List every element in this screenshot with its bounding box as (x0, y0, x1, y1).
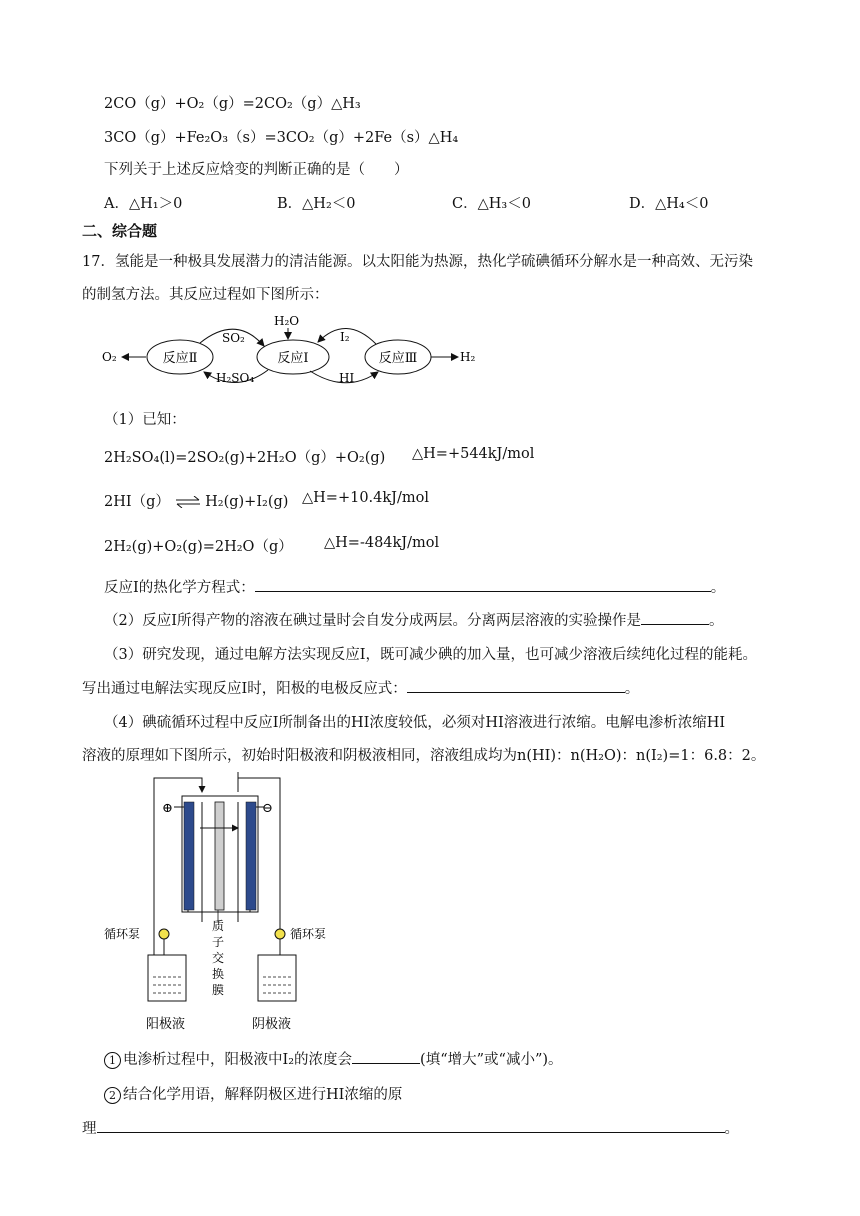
plus-terminal-icon: ⊕ (162, 801, 173, 816)
option-c: C．△H₃＜0 (452, 196, 531, 212)
part-2-question-text: （2）反应Ⅰ所得产物的溶液在碘过量时会自发分成两层。分离两层溶液的实验操作是 (104, 613, 641, 629)
answer-blank-5[interactable] (97, 1118, 725, 1133)
left-pump-icon (159, 929, 169, 939)
membrane-label-3: 交 (212, 951, 225, 965)
end-mark: 。 (708, 613, 724, 629)
membrane-label-5: 膜 (212, 983, 225, 997)
circled-number-2: 2 (104, 1087, 121, 1104)
question-17-intro-line1: 17．氢能是一种极具发展潜力的清洁能源。以太阳能为热源，热化学硫碘循环分解水是一种高效、无污染 (82, 254, 753, 270)
electrodialysis-cell-diagram (98, 772, 350, 1034)
part-1-known: （1）已知： (104, 412, 186, 428)
part-1-question (104, 576, 725, 597)
answer-blank-3[interactable] (407, 678, 625, 693)
h2o-label: H₂O (274, 314, 300, 328)
h2-label: H₂ (460, 350, 476, 364)
part-4-line1: （4）碘硫循环过程中反应Ⅰ所制备出的HI浓度较低，必须对HI溶液进行浓缩。电解电渗析浓缩HI (104, 715, 726, 731)
sub-question-2 (104, 1083, 402, 1104)
reaction-2-label: 反应Ⅱ (162, 351, 198, 366)
h2so4-label: H₂SO₄ (216, 371, 255, 385)
equation-2-left: 2HI（g） (104, 494, 170, 510)
equation-3-dh: △H=-484kJ/mol (324, 535, 440, 551)
answer-blank-4[interactable] (352, 1049, 420, 1064)
part-3-line1: （3）研究发现，通过电解方法实现反应Ⅰ，既可减少碘的加入量，也可减少溶液后续纯化过程的能耗。 (104, 647, 757, 663)
question-17-intro-line2: 的制氢方法。其反应过程如下图所示： (82, 287, 329, 303)
cathode-plate (246, 802, 256, 910)
part-3-line2 (82, 677, 639, 698)
i2-label: I₂ (340, 330, 350, 344)
option-d: D．△H₄＜0 (629, 196, 709, 212)
part-3-question-text: 写出通过电解法实现反应Ⅰ时，阳极的电极反应式： (82, 681, 407, 697)
right-pump-label: 循环泵 (290, 927, 327, 941)
membrane-label-1: 质 (212, 919, 225, 933)
hi-label: HI (339, 371, 355, 385)
sub-question-1-text: 电渗析过程中，阳极液中I₂的浓度会 (123, 1052, 353, 1068)
anolyte-label: 阳极液 (146, 1017, 186, 1032)
section-title: 二、综合题 (82, 222, 158, 240)
reaction-3-label: 反应Ⅲ (378, 351, 418, 366)
equation-co-fe2o3: 3CO（g）+Fe₂O₃（s）=3CO₂（g）+2Fe（s）△H₄ (104, 130, 459, 146)
catholyte-label: 阴极液 (252, 1017, 292, 1032)
equation-2 (104, 490, 288, 511)
so2-label: SO₂ (222, 331, 245, 345)
part-4-line2: 溶液的原理如下图所示，初始时阳极液和阴极液相同，溶液组成均为n(HI)：n(H₂O)：n(I₂)=1：6.8：2。 (82, 748, 766, 764)
equation-2-dh: △H=+10.4kJ/mol (302, 490, 429, 506)
catholyte-tank (258, 955, 296, 1001)
left-pump-label: 循环泵 (104, 927, 141, 941)
equation-co-o2: 2CO（g）+O₂（g）=2CO₂（g）△H₃ (104, 96, 361, 112)
sub-question-2-cont (82, 1117, 739, 1138)
part-2-question (104, 609, 723, 630)
minus-terminal-icon: ⊖ (262, 801, 273, 816)
equation-3: 2H₂(g)+O₂(g)=2H₂O（g） (104, 539, 293, 555)
o2-label: O₂ (102, 350, 117, 364)
option-a: A．△H₁＞0 (104, 196, 183, 212)
end-mark: 。 (624, 681, 640, 697)
answer-blank-2[interactable] (641, 610, 709, 625)
question-16-stem: 下列关于上述反应焓变的判断正确的是（ ） (104, 162, 409, 178)
reaction-cycle-diagram (96, 312, 486, 392)
end-mark: 。 (710, 580, 726, 596)
membrane-label-2: 子 (212, 935, 225, 949)
equation-2-right: H₂(g)+I₂(g) (205, 494, 289, 510)
equation-1: 2H₂SO₄(l)=2SO₂(g)+2H₂O（g）+O₂(g) (104, 450, 386, 466)
anolyte-tank (148, 955, 186, 1001)
proton-exchange-membrane (215, 802, 224, 910)
sub-question-1-tail: (填“增大”或“减小”)。 (420, 1052, 563, 1068)
circled-number-1: 1 (104, 1052, 121, 1069)
anode-plate (184, 802, 194, 910)
reaction-1-label: 反应Ⅰ (277, 351, 309, 366)
sub-question-2-text: 结合化学用语，解释阴极区进行HI浓缩的原 (123, 1087, 403, 1103)
end-mark: 。 (724, 1121, 739, 1137)
membrane-label-4: 换 (212, 967, 225, 981)
right-pump-icon (275, 929, 285, 939)
equation-1-dh: △H=+544kJ/mol (412, 446, 535, 462)
sub-question-1 (104, 1048, 563, 1069)
sub-question-2-cont-text: 理 (82, 1121, 97, 1137)
answer-blank-1[interactable] (255, 577, 711, 592)
option-b: B．△H₂＜0 (277, 196, 356, 212)
part-1-question-text: 反应Ⅰ的热化学方程式： (104, 580, 255, 596)
equilibrium-arrow-icon (175, 496, 201, 508)
